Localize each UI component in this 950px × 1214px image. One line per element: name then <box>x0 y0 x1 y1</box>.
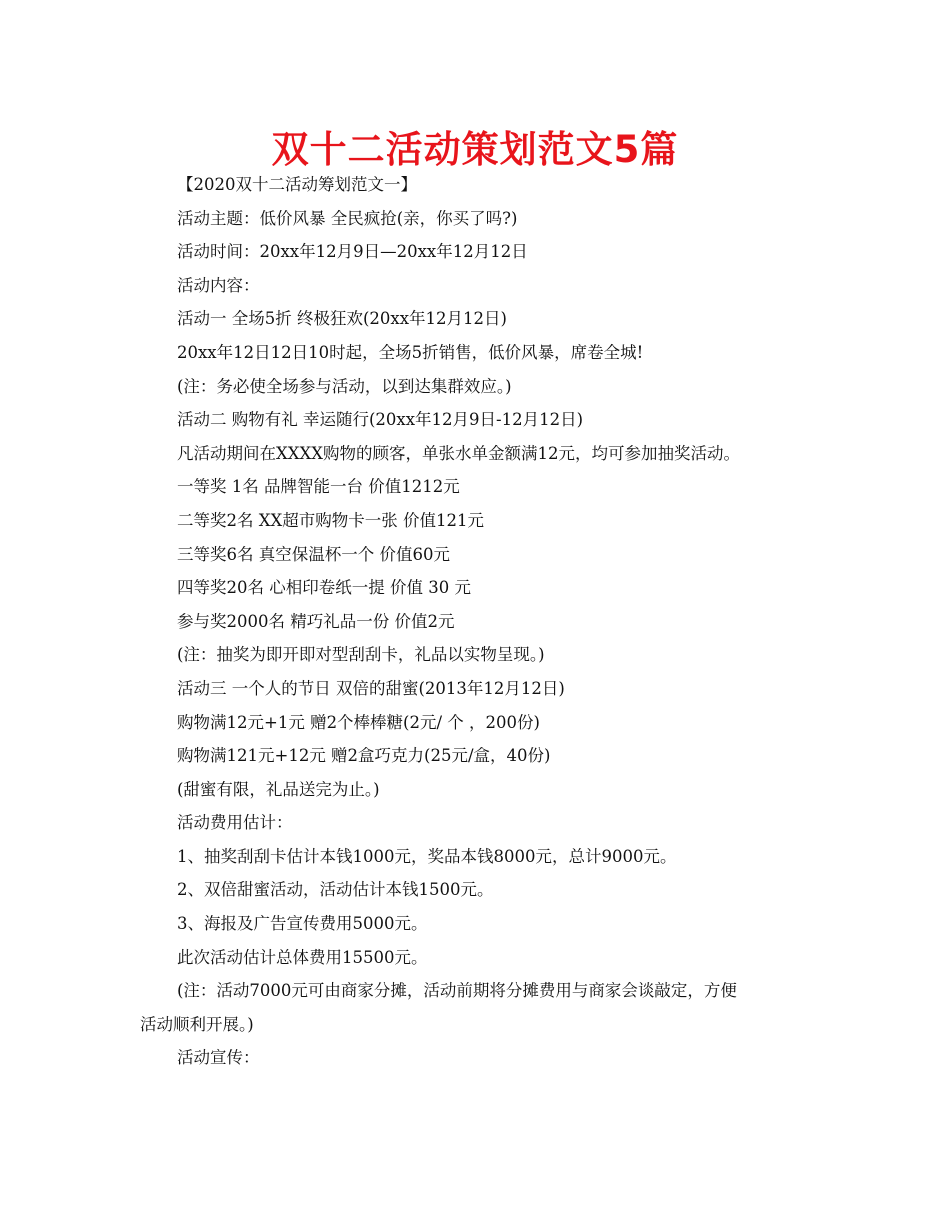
cost-line: 3、海报及广告宣传费用5000元。 <box>177 914 428 934</box>
paragraph-line: 此次活动估计总体费用15500元。 <box>177 947 428 967</box>
paragraph-line: (注：抽奖为即开即对型刮刮卡，礼品以实物呈现。) <box>177 645 545 665</box>
paragraph-line: 活动二 购物有礼 幸运随行(20xx年12月9日-12月12日) <box>177 410 584 430</box>
cost-line: 2、双倍甜蜜活动，活动估计本钱1500元。 <box>177 880 494 900</box>
note-paragraph-first-line: (注：活动7000元可由商家分摊，活动前期将分摊费用与商家会谈敲定，方便 <box>177 981 737 1001</box>
prize-line: 三等奖6名 真空保温杯一个 价值60元 <box>177 544 450 564</box>
section-heading: 【2020双十二活动筹划范文一】 <box>177 175 417 194</box>
paragraph-line: 活动宣传： <box>177 1048 260 1068</box>
paragraph-line: 购物满121元+12元 赠2盒巧克力(25元/盒，40份) <box>177 746 551 766</box>
prize-line: 一等奖 1名 品牌智能一台 价值1212元 <box>177 477 460 497</box>
paragraph-line: 活动时间：20xx年12月9日—20xx年12月12日 <box>177 242 528 262</box>
prize-line: 四等奖20名 心相印卷纸一提 价值 30 元 <box>177 578 471 598</box>
paragraph-line: (注：务必使全场参与活动，以到达集群效应。) <box>177 376 512 396</box>
paragraph-line: 20xx年12日12日10时起，全场5折销售，低价风暴，席卷全城! <box>177 342 644 362</box>
document-body <box>140 168 820 1075</box>
page-title: 双十二活动策划范文5篇 <box>271 128 679 171</box>
paragraph-line: 活动三 一个人的节日 双倍的甜蜜(2013年12月12日) <box>177 678 565 698</box>
paragraph-line: 活动内容： <box>177 275 260 295</box>
prize-line: 二等奖2名 XX超市购物卡一张 价值121元 <box>177 510 484 530</box>
paragraph-line: 活动费用估计： <box>177 813 293 833</box>
paragraph-line: 活动主题：低价风暴 全民疯抢(亲，你买了吗?) <box>177 208 518 228</box>
paragraph-line: 活动一 全场5折 终极狂欢(20xx年12月12日) <box>177 309 507 329</box>
prize-line: 参与奖2000名 精巧礼品一份 价值2元 <box>177 611 455 631</box>
paragraph-line: 购物满12元+1元 赠2个棒棒糖(2元/ 个 ，200份) <box>177 712 540 732</box>
note-paragraph-second-line: 活动顺利开展。) <box>140 1014 254 1034</box>
cost-line: 1、抽奖刮刮卡估计本钱1000元，奖品本钱8000元，总计9000元。 <box>177 846 677 866</box>
paragraph-line: (甜蜜有限，礼品送完为止。) <box>177 779 380 799</box>
paragraph-line: 凡活动期间在XXXX购物的顾客，单张水单金额满12元，均可参加抽奖活动。 <box>177 443 740 463</box>
